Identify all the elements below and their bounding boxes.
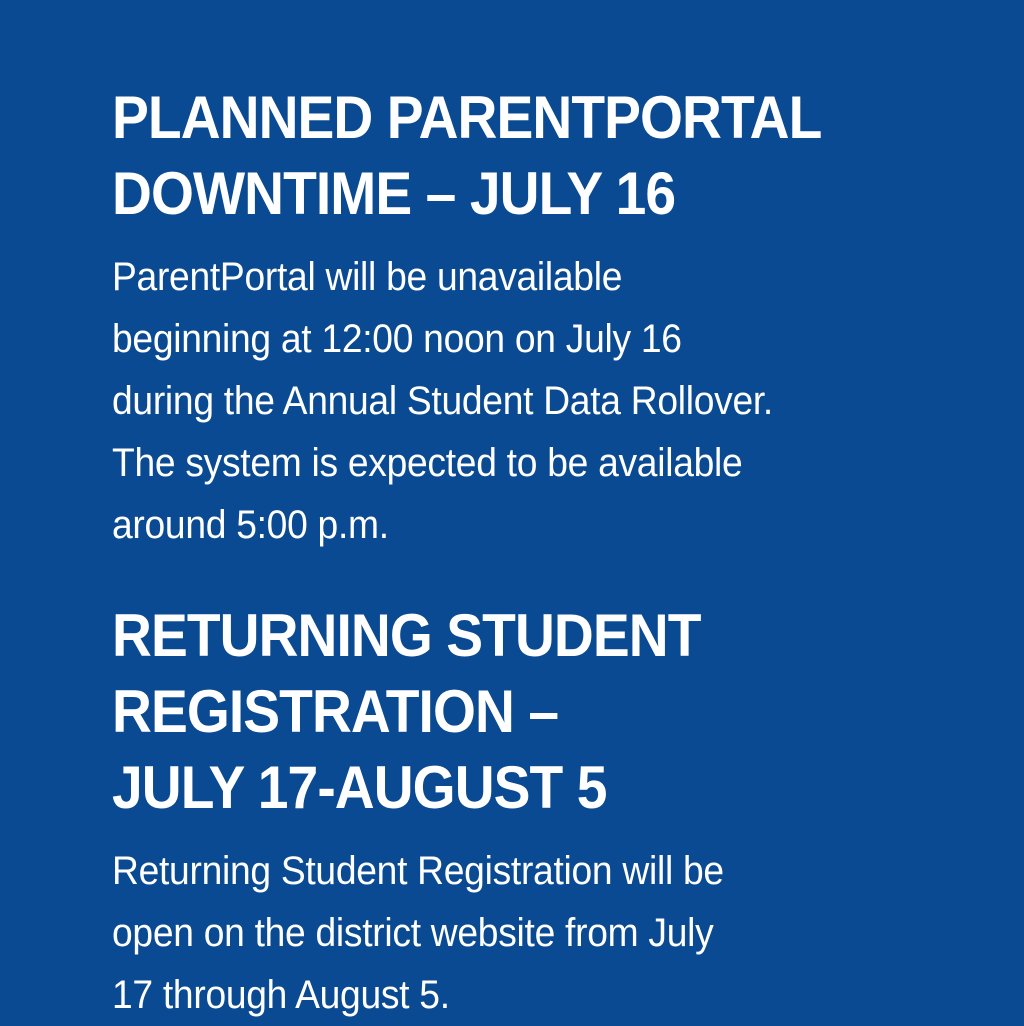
notice-body: ParentPortal will be unavailable beginning at 12:00 noon on July 16 during the Annual Student Data Rollover. The system is expected to be available around 5:00 p.m. [112, 255, 773, 547]
notice-heading: PLANNED PARENTPORTAL DOWNTIME – JULY 16 [112, 84, 822, 227]
announcement-content [112, 80, 992, 1026]
notice-parentportal-downtime [112, 80, 992, 556]
notice-body: Returning Student Registration will be open on the district website from July 17 through August 5. [112, 849, 724, 1017]
notice-heading: RETURNING STUDENT REGISTRATION – JULY 17-AUGUST 5 [112, 602, 701, 821]
notice-returning-student-registration [112, 598, 992, 1026]
